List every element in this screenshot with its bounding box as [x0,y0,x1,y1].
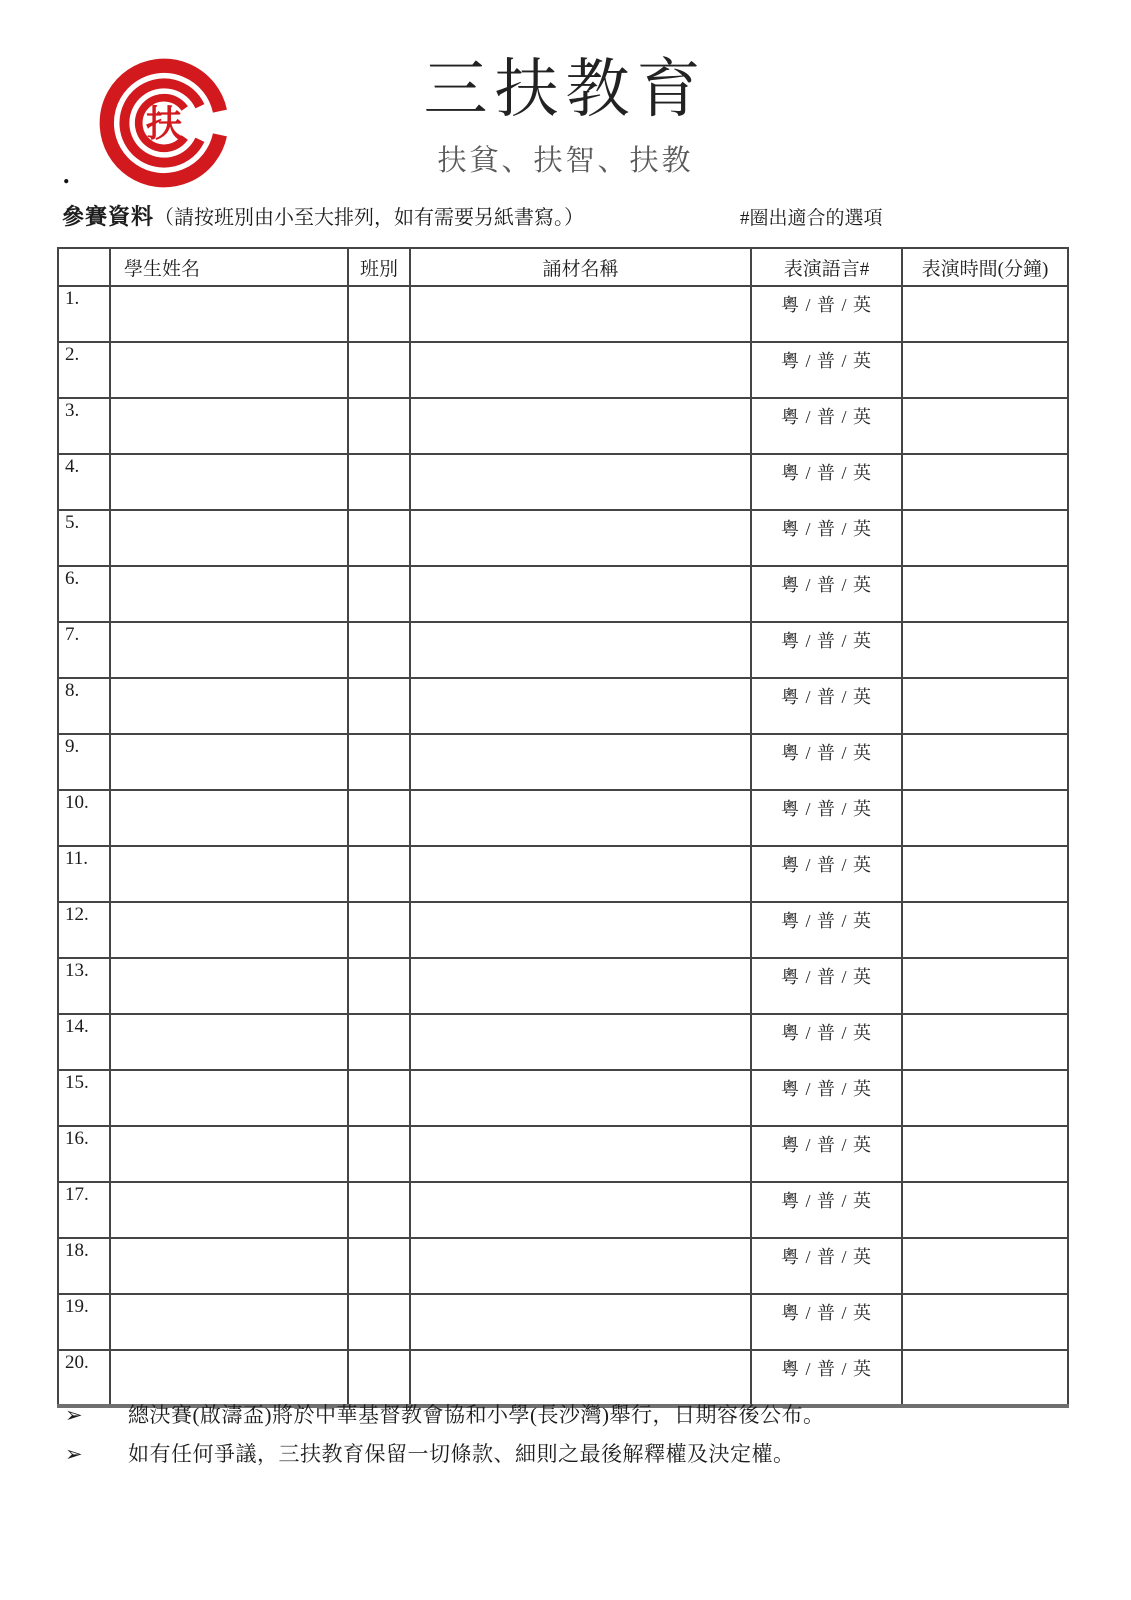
time-cell [902,286,1068,342]
time-cell [902,958,1068,1014]
table-row [58,790,1068,846]
table-row [58,622,1068,678]
table-row [58,1126,1068,1182]
table-row [58,342,1068,398]
student-name-cell [110,846,348,902]
arrow-bullet-icon: ➢ [65,1442,83,1466]
student-name-cell [110,902,348,958]
col-header-index [58,248,110,286]
student-name-cell [110,454,348,510]
material-cell [410,454,751,510]
table-row [58,286,1068,342]
student-name-cell [110,734,348,790]
class-cell [348,790,410,846]
class-cell [348,1294,410,1350]
language-options-cell: 粵 / 普 / 英 [751,902,902,958]
time-cell [902,510,1068,566]
row-index: 10. [58,790,110,846]
stray-dot: . [63,160,70,189]
footer-note-text: 如有任何爭議，三扶教育保留一切條款、細則之最後解釋權及決定權。 [128,1442,795,1466]
col-header-language: 表演語言# [751,248,902,286]
footer-note-line [65,1401,1065,1429]
student-name-cell [110,1294,348,1350]
material-cell [410,1014,751,1070]
student-name-cell [110,1126,348,1182]
language-options-cell: 粵 / 普 / 英 [751,510,902,566]
material-cell [410,1070,751,1126]
table-row [58,1070,1068,1126]
footer-note-line [65,1440,1065,1468]
time-cell [902,342,1068,398]
time-cell [902,734,1068,790]
time-cell [902,398,1068,454]
language-options-cell: 粵 / 普 / 英 [751,958,902,1014]
language-options-cell: 粵 / 普 / 英 [751,622,902,678]
row-index: 12. [58,902,110,958]
table-row [58,1014,1068,1070]
student-name-cell [110,398,348,454]
class-cell [348,902,410,958]
class-cell [348,958,410,1014]
time-cell [902,622,1068,678]
table-row [58,1294,1068,1350]
class-cell [348,342,410,398]
time-cell [902,566,1068,622]
material-cell [410,678,751,734]
section-title: 參賽資料 [62,204,155,229]
col-header-class: 班別 [348,248,410,286]
row-index: 19. [58,1294,110,1350]
student-name-cell [110,1070,348,1126]
table-row [58,846,1068,902]
table-row [58,398,1068,454]
material-cell [410,846,751,902]
org-title: 三扶教育 [423,53,708,125]
class-cell [348,1238,410,1294]
material-cell [410,342,751,398]
language-options-cell: 粵 / 普 / 英 [751,734,902,790]
table-row [58,902,1068,958]
time-cell [902,846,1068,902]
language-options-cell: 粵 / 普 / 英 [751,398,902,454]
language-options-cell: 粵 / 普 / 英 [751,286,902,342]
material-cell [410,1182,751,1238]
student-name-cell [110,958,348,1014]
student-name-cell [110,1014,348,1070]
material-cell [410,398,751,454]
material-cell [410,510,751,566]
table-row [58,1182,1068,1238]
row-index: 17. [58,1182,110,1238]
language-options-cell: 粵 / 普 / 英 [751,1238,902,1294]
logo-character: 扶 [145,104,183,145]
language-options-cell: 粵 / 普 / 英 [751,1294,902,1350]
student-name-cell [110,566,348,622]
entry-table [57,247,1069,1408]
student-name-cell [110,790,348,846]
row-index: 6. [58,566,110,622]
language-options-cell: 粵 / 普 / 英 [751,1070,902,1126]
language-options-cell: 粵 / 普 / 英 [751,1182,902,1238]
time-cell [902,454,1068,510]
class-cell [348,454,410,510]
time-cell [902,1070,1068,1126]
row-index: 1. [58,286,110,342]
class-cell [348,1070,410,1126]
language-options-cell: 粵 / 普 / 英 [751,1014,902,1070]
student-name-cell [110,286,348,342]
class-cell [348,1126,410,1182]
row-index: 13. [58,958,110,1014]
org-motto: 扶貧、扶智、扶教 [437,145,694,177]
class-cell [348,398,410,454]
table-row [58,510,1068,566]
material-cell [410,1294,751,1350]
circle-option-note: #圈出適合的選項 [740,208,883,229]
table-body [58,286,1068,1406]
row-index: 8. [58,678,110,734]
class-cell [348,510,410,566]
material-cell [410,1238,751,1294]
section-heading [62,200,1067,231]
time-cell [902,1238,1068,1294]
table-header-row [58,248,1068,286]
time-cell [902,902,1068,958]
time-cell [902,1126,1068,1182]
student-name-cell [110,1238,348,1294]
material-cell [410,1350,751,1406]
language-options-cell: 粵 / 普 / 英 [751,342,902,398]
table-row [58,734,1068,790]
row-index: 9. [58,734,110,790]
material-cell [410,734,751,790]
material-cell [410,902,751,958]
time-cell [902,1182,1068,1238]
time-cell [902,790,1068,846]
class-cell [348,846,410,902]
row-index: 20. [58,1350,110,1406]
col-header-student-name: 學生姓名 [110,248,348,286]
row-index: 16. [58,1126,110,1182]
footer-notes [65,1401,1065,1479]
table-row [58,566,1068,622]
class-cell [348,1014,410,1070]
student-name-cell [110,622,348,678]
language-options-cell: 粵 / 普 / 英 [751,566,902,622]
table-row [58,678,1068,734]
section-instruction: （請按班別由小至大排列，如有需要另紙書寫。） [154,207,585,229]
table-row [58,454,1068,510]
student-name-cell [110,1350,348,1406]
class-cell [348,678,410,734]
col-header-material: 誦材名稱 [410,248,751,286]
material-cell [410,958,751,1014]
material-cell [410,790,751,846]
language-options-cell: 粵 / 普 / 英 [751,846,902,902]
language-options-cell: 粵 / 普 / 英 [751,1350,902,1406]
student-name-cell [110,342,348,398]
row-index: 18. [58,1238,110,1294]
arrow-bullet-icon: ➢ [65,1403,83,1427]
row-index: 4. [58,454,110,510]
row-index: 5. [58,510,110,566]
time-cell [902,1350,1068,1406]
student-name-cell [110,510,348,566]
student-name-cell [110,1182,348,1238]
time-cell [902,1294,1068,1350]
language-options-cell: 粵 / 普 / 英 [751,454,902,510]
row-index: 14. [58,1014,110,1070]
col-header-time: 表演時間(分鐘) [902,248,1068,286]
class-cell [348,734,410,790]
language-options-cell: 粵 / 普 / 英 [751,790,902,846]
class-cell [348,1350,410,1406]
time-cell [902,1014,1068,1070]
class-cell [348,286,410,342]
row-index: 3. [58,398,110,454]
time-cell [902,678,1068,734]
material-cell [410,622,751,678]
footer-note-text: 總決賽(啟濤盃)將於中華基督教會協和小學(長沙灣)舉行，日期容後公布。 [128,1403,825,1427]
table-row [58,1350,1068,1406]
class-cell [348,1182,410,1238]
row-index: 15. [58,1070,110,1126]
class-cell [348,622,410,678]
student-name-cell [110,678,348,734]
language-options-cell: 粵 / 普 / 英 [751,1126,902,1182]
row-index: 7. [58,622,110,678]
row-index: 2. [58,342,110,398]
class-cell [348,566,410,622]
material-cell [410,566,751,622]
row-index: 11. [58,846,110,902]
table-row [58,1238,1068,1294]
language-options-cell: 粵 / 普 / 英 [751,678,902,734]
table-row [58,958,1068,1014]
material-cell [410,286,751,342]
material-cell [410,1126,751,1182]
